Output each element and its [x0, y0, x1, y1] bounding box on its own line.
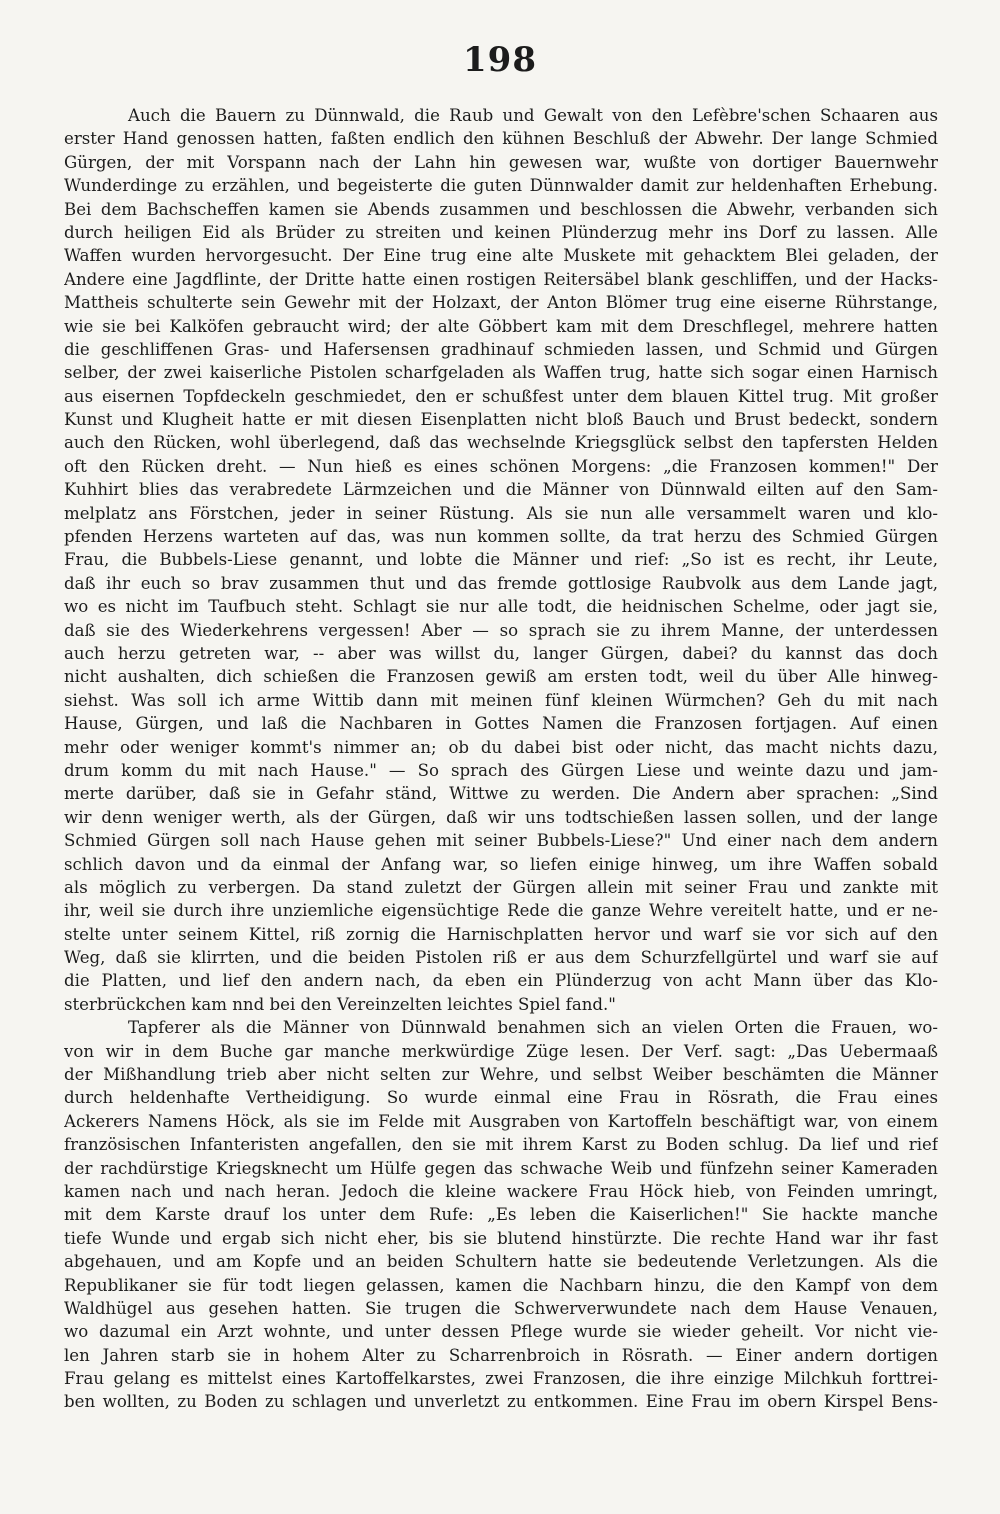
text-line: siehst. Was soll ich arme Wittib dann mit meinen fünf kleinen Würmchen? Geh du mit nach	[64, 690, 938, 710]
text-line: wir denn weniger werth, als der Gürgen, daß wir uns todtschießen lassen sollen, und der lange	[64, 807, 938, 827]
text-line: auch herzu getreten war, -- aber was willst du, langer Gürgen, dabei? du kannst das doch	[64, 643, 938, 663]
text-line: Andere eine Jagdflinte, der Dritte hatte einen rostigen Reitersäbel blank geschliffen, und der Hacks-	[64, 269, 938, 289]
text-line: Frau gelang es mittelst eines Kartoffelkarstes, zwei Franzosen, die ihre einzige Milchkuh forttrei-	[64, 1369, 938, 1389]
text-line: durch heiligen Eid als Brüder zu streiten und keinen Plünderzug mehr ins Dorf zu lassen. Alle	[64, 222, 938, 242]
text-line: Weg, daß sie klirrten, und die beiden Pistolen riß er aus dem Schurzfellgürtel und warf sie auf	[64, 948, 938, 968]
text-line: kamen nach und nach heran. Jedoch die kleine wackere Frau Höck hieb, von Feinden umringt,	[64, 1181, 938, 1201]
text-line: schlich davon und da einmal der Anfang war, so liefen einige hinweg, um ihre Waffen sobald	[64, 854, 938, 874]
text-line: aus eisernen Topfdeckeln geschmiedet, den er schußfest unter dem blauen Kittel trug. Mit großer	[64, 386, 938, 406]
text-line: drum komm du mit nach Hause." — So sprach des Gürgen Liese und weinte dazu und jam-	[64, 760, 938, 780]
text-line: stelte unter seinem Kittel, riß zornig die Harnischplatten hervor und warf sie vor sich auf den	[64, 924, 938, 944]
text-line: len Jahren starb sie in hohem Alter zu Scharrenbroich in Rösrath. — Einer andern dortigen	[64, 1345, 938, 1365]
text-line: Wunderdinge zu erzählen, und begeisterte die guten Dünnwalder damit zur heldenhaften Erhebung.	[64, 176, 938, 196]
text-line: Hause, Gürgen, und laß die Nachbaren in Gottes Namen die Franzosen fortjagen. Auf einen	[64, 714, 938, 734]
text-line: Waffen wurden hervorgesucht. Der Eine trug eine alte Muskete mit gehacktem Blei geladen, der	[64, 246, 938, 266]
text-line: Bei dem Bachscheffen kamen sie Abends zusammen und beschlossen die Abwehr, verbanden sich	[64, 199, 938, 219]
text-line: die Platten, und lief den andern nach, da eben ein Plünderzug von acht Mann über das Klo-	[64, 971, 938, 991]
text-line: durch heldenhafte Vertheidigung. So wurde einmal eine Frau in Rösrath, die Frau eines	[64, 1088, 938, 1108]
text-line: melplatz ans Förstchen, jeder in seiner Rüstung. Als sie nun alle versammelt waren und klo-	[64, 503, 938, 523]
text-line: oft den Rücken dreht. — Nun hieß es eines schönen Morgens: „die Franzosen kommen!" Der	[64, 456, 938, 476]
text-line: Kunst und Klugheit hatte er mit diesen Eisenplatten nicht bloß Bauch und Brust bedeckt, sondern	[64, 410, 938, 430]
text-line: französischen Infanteristen angefallen, den sie mit ihrem Karst zu Boden schlug. Da lief und rief	[64, 1135, 938, 1155]
text-line: Auch die Bauern zu Dünnwald, die Raub und Gewalt von den Lefèbre'schen Schaaren aus	[128, 106, 938, 125]
text-line: von wir in dem Buche gar manche merkwürdige Züge lesen. Der Verf. sagt: „Das Uebermaaß	[64, 1041, 938, 1061]
text-line: der rachdürstige Kriegsknecht um Hülfe gegen das schwache Weib und fünfzehn seiner Kameraden	[64, 1158, 938, 1178]
text-line: ben wollten, zu Boden zu schlagen und unverletzt zu entkommen. Eine Frau im obern Kirspel Bens-	[64, 1392, 938, 1412]
text-line: daß sie des Wiederkehrens vergessen! Aber — so sprach sie zu ihrem Manne, der unterdessen	[64, 620, 938, 640]
text-line: wie sie bei Kalköfen gebraucht wird; der alte Göbbert kam mit dem Dreschflegel, mehrere hatten	[64, 316, 938, 336]
text-line: abgehauen, und am Kopfe und an beiden Schultern hatte sie bedeutende Verletzungen. Als die	[64, 1252, 938, 1272]
text-line: Tapferer als die Männer von Dünnwald benahmen sich an vielen Orten die Frauen, wo-	[128, 1018, 938, 1038]
text-line: sterbrückchen kam nnd bei den Vereinzelten leichtes Spiel fand."	[64, 994, 616, 1014]
text-line: Gürgen, der mit Vorspann nach der Lahn hin gewesen war, wußte von dortiger Bauernwehr	[64, 152, 938, 172]
text-line: nicht aushalten, dich schießen die Franzosen gewiß am ersten todt, weil du über Alle hinweg-	[64, 667, 938, 687]
text-line: selber, der zwei kaiserliche Pistolen scharfgeladen als Waffen trug, hatte sich sogar einen Harnisch	[64, 363, 938, 383]
text-line: Ackerers Namens Höck, als sie im Felde mit Ausgraben von Kartoffeln beschäftigt war, von einem	[64, 1111, 938, 1131]
text-line: wo dazumal ein Arzt wohnte, und unter dessen Pflege wurde sie wieder geheilt. Vor nicht vie-	[64, 1322, 938, 1342]
text-line: merte darüber, daß sie in Gefahr ständ, Wittwe zu werden. Die Andern aber sprachen: „Sind	[64, 784, 938, 804]
text-line: ihr, weil sie durch ihre unziemliche eigensüchtige Rede die ganze Wehre vereitelt hatte, und er ne-	[64, 901, 938, 921]
text-line: Kuhhirt blies das verabredete Lärmzeichen und die Männer von Dünnwald eilten auf den Sam-	[64, 480, 938, 500]
text-line: Republikaner sie für todt liegen gelassen, kamen die Nachbarn hinzu, die den Kampf von dem	[64, 1275, 938, 1295]
text-line: erster Hand genossen hatten, faßten endlich den kühnen Beschluß der Abwehr. Der lange Schmied	[64, 129, 938, 149]
text-line: pfenden Herzens warteten auf das, was nun kommen sollte, da trat herzu des Schmied Gürgen	[64, 527, 938, 547]
text-line: Frau, die Bubbels-Liese genannt, und lobte die Männer und rief: „So ist es recht, ihr Leute,	[64, 550, 938, 570]
text-line: daß ihr euch so brav zusammen thut und das fremde gottlosige Raubvolk aus dem Lande jagt,	[64, 573, 938, 593]
body-text	[64, 104, 938, 1414]
text-line: auch den Rücken, wohl überlegend, daß das wechselnde Kriegsglück selbst den tapfersten Helden	[64, 433, 938, 453]
text-line: mit dem Karste drauf los unter dem Rufe: „Es leben die Kaiserlichen!" Sie hackte manche	[64, 1205, 938, 1225]
text-line: tiefe Wunde und ergab sich nicht eher, bis sie blutend hinstürzte. Die rechte Hand war ihr fast	[64, 1228, 938, 1248]
text-line: Waldhügel aus gesehen hatten. Sie trugen die Schwerverwundete nach dem Hause Venauen,	[64, 1298, 938, 1318]
text-line: wo es nicht im Taufbuch steht. Schlagt sie nur alle todt, die heidnischen Schelme, oder jagt sie,	[64, 597, 938, 617]
text-line: Mattheis schulterte sein Gewehr mit der Holzaxt, der Anton Blömer trug eine eiserne Rührstange,	[64, 293, 938, 313]
text-line: mehr oder weniger kommt's nimmer an; ob du dabei bist oder nicht, das macht nichts dazu,	[64, 737, 938, 757]
text-line: der Mißhandlung trieb aber nicht selten zur Wehre, und selbst Weiber beschämten die Männer	[64, 1065, 938, 1085]
text-line: die geschliffenen Gras- und Hafersensen gradhinauf schmieden lassen, und Schmid und Gürgen	[64, 339, 938, 359]
text-line: Schmied Gürgen soll nach Hause gehen mit seiner Bubbels-Liese?" Und einer nach dem andern	[64, 831, 938, 851]
page-number: 198	[463, 40, 537, 80]
text-line: als möglich zu verbergen. Da stand zuletzt der Gürgen allein mit seiner Frau und zankte mit	[64, 877, 938, 897]
